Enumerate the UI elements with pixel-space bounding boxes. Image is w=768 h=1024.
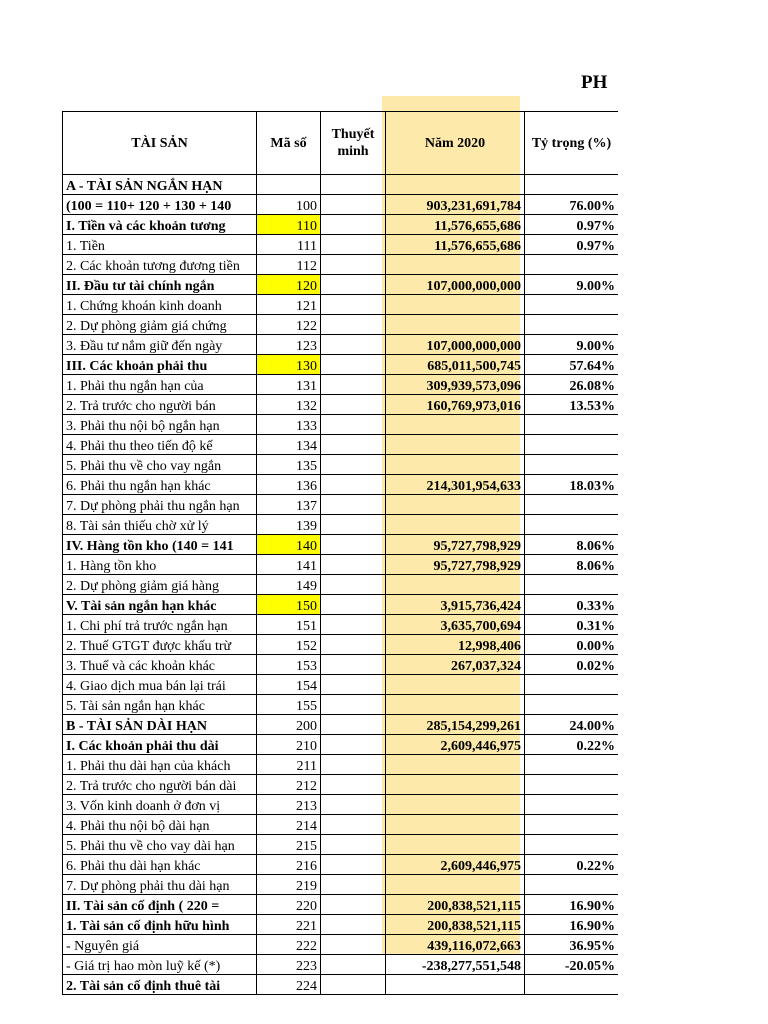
row-share-cell[interactable]: 36.95% — [525, 935, 619, 955]
row-code-cell[interactable]: 121 — [257, 295, 321, 315]
row-code-cell[interactable]: 132 — [257, 395, 321, 415]
balance-sheet-table — [62, 111, 618, 995]
row-code-cell[interactable]: 215 — [257, 835, 321, 855]
row-value-cell[interactable]: 2,609,446,975 — [386, 855, 525, 875]
row-note-cell[interactable] — [321, 475, 386, 495]
row-code-cell[interactable]: 216 — [257, 855, 321, 875]
table-row — [63, 215, 619, 235]
row-share-cell[interactable]: 0.31% — [525, 615, 619, 635]
row-code-cell[interactable]: 137 — [257, 495, 321, 515]
row-share-cell[interactable]: 0.00% — [525, 635, 619, 655]
row-code-cell[interactable]: 112 — [257, 255, 321, 275]
row-code-cell[interactable]: 141 — [257, 555, 321, 575]
row-value-cell[interactable]: -238,277,551,548 — [386, 955, 525, 975]
row-note-cell[interactable] — [321, 375, 386, 395]
row-code-cell[interactable]: 151 — [257, 615, 321, 635]
table-row — [63, 555, 619, 575]
row-value-cell[interactable]: 685,011,500,745 — [386, 355, 525, 375]
table-row — [63, 375, 619, 395]
table-row — [63, 475, 619, 495]
row-value-cell[interactable] — [386, 415, 525, 435]
row-code-cell[interactable]: 139 — [257, 515, 321, 535]
row-share-cell[interactable]: 13.53% — [525, 395, 619, 415]
row-name-cell[interactable]: 2. Thuế GTGT được khấu trừ — [63, 635, 257, 655]
row-name-cell[interactable]: II. Đầu tư tài chính ngắn — [63, 275, 257, 295]
table-row — [63, 515, 619, 535]
row-value-cell[interactable]: 11,576,655,686 — [386, 235, 525, 255]
row-share-cell[interactable] — [525, 795, 619, 815]
row-note-cell[interactable] — [321, 635, 386, 655]
table-row — [63, 675, 619, 695]
header-share[interactable]: Tỷ trọng (%) — [525, 112, 619, 175]
row-name-cell[interactable]: - Giá trị hao mòn luỹ kế (*) — [63, 955, 257, 975]
table-row — [63, 575, 619, 595]
row-code-cell[interactable]: 149 — [257, 575, 321, 595]
row-code-cell[interactable]: 220 — [257, 895, 321, 915]
row-name-cell[interactable]: A - TÀI SẢN NGẮN HẠN — [63, 175, 257, 195]
row-name-cell[interactable]: (100 = 110+ 120 + 130 + 140 — [63, 195, 257, 215]
table-row — [63, 915, 619, 935]
row-code-cell[interactable]: 221 — [257, 915, 321, 935]
row-code-cell[interactable]: 219 — [257, 875, 321, 895]
row-code-cell[interactable]: 133 — [257, 415, 321, 435]
row-note-cell[interactable] — [321, 655, 386, 675]
row-note-cell[interactable] — [321, 335, 386, 355]
row-name-cell[interactable]: 3. Vốn kinh doanh ở đơn vị — [63, 795, 257, 815]
header-year[interactable]: Năm 2020 — [386, 112, 525, 175]
row-code-cell[interactable]: 155 — [257, 695, 321, 715]
row-value-cell[interactable] — [386, 455, 525, 475]
row-note-cell[interactable] — [321, 555, 386, 575]
row-value-cell[interactable] — [386, 435, 525, 455]
row-note-cell[interactable] — [321, 275, 386, 295]
row-note-cell[interactable] — [321, 295, 386, 315]
row-code-cell[interactable]: 223 — [257, 955, 321, 975]
row-share-cell[interactable] — [525, 575, 619, 595]
row-value-cell[interactable]: 3,635,700,694 — [386, 615, 525, 635]
row-share-cell[interactable] — [525, 675, 619, 695]
sheet-title: PH — [581, 72, 608, 93]
row-note-cell[interactable] — [321, 235, 386, 255]
row-code-cell[interactable]: 214 — [257, 815, 321, 835]
row-share-cell[interactable]: 76.00% — [525, 195, 619, 215]
row-code-cell[interactable]: 130 — [257, 355, 321, 375]
row-share-cell[interactable] — [525, 175, 619, 195]
row-value-cell[interactable] — [386, 675, 525, 695]
table-row — [63, 395, 619, 415]
row-code-cell[interactable]: 212 — [257, 775, 321, 795]
row-name-cell[interactable]: 5. Phải thu về cho vay dài hạn — [63, 835, 257, 855]
row-share-cell[interactable]: 0.22% — [525, 735, 619, 755]
row-name-cell[interactable]: 1. Chứng khoán kinh doanh — [63, 295, 257, 315]
table-row — [63, 775, 619, 795]
row-name-cell[interactable]: 2. Các khoản tương đương tiền — [63, 255, 257, 275]
row-value-cell[interactable]: 214,301,954,633 — [386, 475, 525, 495]
row-name-cell[interactable]: I. Các khoản phải thu dài — [63, 735, 257, 755]
row-code-cell[interactable]: 224 — [257, 975, 321, 995]
row-note-cell[interactable] — [321, 215, 386, 235]
table-row — [63, 735, 619, 755]
table-row — [63, 955, 619, 975]
row-value-cell[interactable]: 903,231,691,784 — [386, 195, 525, 215]
row-note-cell[interactable] — [321, 815, 386, 835]
row-code-cell[interactable]: 200 — [257, 715, 321, 735]
row-name-cell[interactable]: V. Tài sản ngắn hạn khác — [63, 595, 257, 615]
table-row — [63, 415, 619, 435]
row-code-cell[interactable]: 152 — [257, 635, 321, 655]
header-note[interactable]: Thuyết minh — [321, 112, 386, 175]
row-share-cell[interactable]: 24.00% — [525, 715, 619, 735]
row-name-cell[interactable]: 4. Phải thu nội bộ dài hạn — [63, 815, 257, 835]
row-name-cell[interactable]: 3. Thuế và các khoản khác — [63, 655, 257, 675]
table-row — [63, 175, 619, 195]
row-note-cell[interactable] — [321, 455, 386, 475]
row-value-cell[interactable] — [386, 575, 525, 595]
table-row — [63, 535, 619, 555]
row-share-cell[interactable] — [525, 515, 619, 535]
table-row — [63, 655, 619, 675]
table-row — [63, 335, 619, 355]
row-value-cell[interactable] — [386, 315, 525, 335]
row-code-cell[interactable]: 136 — [257, 475, 321, 495]
row-name-cell[interactable]: 6. Phải thu dài hạn khác — [63, 855, 257, 875]
table-row — [63, 695, 619, 715]
row-note-cell[interactable] — [321, 175, 386, 195]
table-row — [63, 355, 619, 375]
row-share-cell[interactable]: 0.97% — [525, 215, 619, 235]
row-value-cell[interactable]: 200,838,521,115 — [386, 895, 525, 915]
row-name-cell[interactable]: I. Tiền và các khoản tương — [63, 215, 257, 235]
row-note-cell[interactable] — [321, 675, 386, 695]
row-share-cell[interactable]: 26.08% — [525, 375, 619, 395]
row-name-cell[interactable]: 7. Dự phòng phải thu ngắn hạn — [63, 495, 257, 515]
row-note-cell[interactable] — [321, 415, 386, 435]
row-note-cell[interactable] — [321, 615, 386, 635]
table-row — [63, 895, 619, 915]
row-code-cell[interactable]: 134 — [257, 435, 321, 455]
row-value-cell[interactable] — [386, 695, 525, 715]
table-row — [63, 975, 619, 995]
row-note-cell[interactable] — [321, 915, 386, 935]
row-value-cell[interactable] — [386, 875, 525, 895]
row-note-cell[interactable] — [321, 975, 386, 995]
row-value-cell[interactable] — [386, 515, 525, 535]
row-name-cell[interactable]: 4. Phải thu theo tiến độ kế — [63, 435, 257, 455]
row-value-cell[interactable]: 12,998,406 — [386, 635, 525, 655]
row-value-cell[interactable] — [386, 495, 525, 515]
table-row — [63, 835, 619, 855]
row-share-cell[interactable]: 9.00% — [525, 275, 619, 295]
row-name-cell[interactable]: IV. Hàng tồn kho (140 = 141 — [63, 535, 257, 555]
row-note-cell[interactable] — [321, 875, 386, 895]
row-note-cell[interactable] — [321, 355, 386, 375]
row-name-cell[interactable]: 2. Dự phòng giảm giá chứng — [63, 315, 257, 335]
row-note-cell[interactable] — [321, 735, 386, 755]
table-row — [63, 935, 619, 955]
row-code-cell[interactable]: 100 — [257, 195, 321, 215]
row-share-cell[interactable] — [525, 975, 619, 995]
row-value-cell[interactable]: 267,037,324 — [386, 655, 525, 675]
row-name-cell[interactable]: 8. Tài sản thiếu chờ xử lý — [63, 515, 257, 535]
row-share-cell[interactable] — [525, 775, 619, 795]
row-value-cell[interactable]: 95,727,798,929 — [386, 535, 525, 555]
row-value-cell[interactable] — [386, 815, 525, 835]
row-code-cell[interactable]: 111 — [257, 235, 321, 255]
row-name-cell[interactable]: 2. Dự phòng giảm giá hàng — [63, 575, 257, 595]
row-name-cell[interactable]: 5. Phải thu về cho vay ngắn — [63, 455, 257, 475]
row-name-cell[interactable]: 1. Hàng tồn kho — [63, 555, 257, 575]
row-share-cell[interactable]: 9.00% — [525, 335, 619, 355]
row-value-cell[interactable]: 2,609,446,975 — [386, 735, 525, 755]
row-value-cell[interactable]: 160,769,973,016 — [386, 395, 525, 415]
row-name-cell[interactable]: III. Các khoản phải thu — [63, 355, 257, 375]
table-row — [63, 495, 619, 515]
row-share-cell[interactable] — [525, 415, 619, 435]
header-row — [63, 112, 619, 175]
row-note-cell[interactable] — [321, 755, 386, 775]
row-name-cell[interactable]: 4. Giao dịch mua bán lại trái — [63, 675, 257, 695]
row-note-cell[interactable] — [321, 695, 386, 715]
row-name-cell[interactable]: 2. Tài sản cố định thuê tài — [63, 975, 257, 995]
row-note-cell[interactable] — [321, 775, 386, 795]
header-asset[interactable]: TÀI SẢN — [63, 112, 257, 175]
table-row — [63, 635, 619, 655]
row-value-cell[interactable]: 439,116,072,663 — [386, 935, 525, 955]
row-note-cell[interactable] — [321, 895, 386, 915]
row-name-cell[interactable]: 3. Đầu tư nắm giữ đến ngày — [63, 335, 257, 355]
row-code-cell[interactable]: 154 — [257, 675, 321, 695]
row-share-cell[interactable] — [525, 875, 619, 895]
row-code-cell[interactable] — [257, 175, 321, 195]
table-row — [63, 295, 619, 315]
row-value-cell[interactable]: 285,154,299,261 — [386, 715, 525, 735]
row-code-cell[interactable]: 135 — [257, 455, 321, 475]
row-code-cell[interactable]: 210 — [257, 735, 321, 755]
row-note-cell[interactable] — [321, 955, 386, 975]
row-name-cell[interactable]: II. Tài sản cố định ( 220 = — [63, 895, 257, 915]
row-value-cell[interactable] — [386, 775, 525, 795]
row-share-cell[interactable] — [525, 295, 619, 315]
row-value-cell[interactable]: 3,915,736,424 — [386, 595, 525, 615]
row-note-cell[interactable] — [321, 515, 386, 535]
table-row — [63, 755, 619, 775]
row-note-cell[interactable] — [321, 195, 386, 215]
row-share-cell[interactable]: 18.03% — [525, 475, 619, 495]
row-value-cell[interactable] — [386, 795, 525, 815]
row-share-cell[interactable]: 0.33% — [525, 595, 619, 615]
row-name-cell[interactable]: - Nguyên giá — [63, 935, 257, 955]
row-value-cell[interactable]: 107,000,000,000 — [386, 275, 525, 295]
row-share-cell[interactable] — [525, 835, 619, 855]
row-value-cell[interactable] — [386, 755, 525, 775]
table-row — [63, 195, 619, 215]
row-name-cell[interactable]: 2. Trả trước cho người bán dài — [63, 775, 257, 795]
row-share-cell[interactable]: 0.02% — [525, 655, 619, 675]
row-value-cell[interactable] — [386, 295, 525, 315]
row-note-cell[interactable] — [321, 435, 386, 455]
row-code-cell[interactable]: 140 — [257, 535, 321, 555]
row-value-cell[interactable]: 200,838,521,115 — [386, 915, 525, 935]
row-note-cell[interactable] — [321, 595, 386, 615]
row-code-cell[interactable]: 131 — [257, 375, 321, 395]
table-row — [63, 315, 619, 335]
row-note-cell[interactable] — [321, 795, 386, 815]
row-note-cell[interactable] — [321, 495, 386, 515]
row-note-cell[interactable] — [321, 835, 386, 855]
row-code-cell[interactable]: 110 — [257, 215, 321, 235]
row-name-cell[interactable]: 6. Phải thu ngắn hạn khác — [63, 475, 257, 495]
row-share-cell[interactable] — [525, 695, 619, 715]
row-code-cell[interactable]: 123 — [257, 335, 321, 355]
table-row — [63, 275, 619, 295]
row-name-cell[interactable]: 1. Phải thu ngắn hạn của — [63, 375, 257, 395]
row-value-cell[interactable]: 107,000,000,000 — [386, 335, 525, 355]
row-share-cell[interactable]: 8.06% — [525, 555, 619, 575]
row-share-cell[interactable]: 8.06% — [525, 535, 619, 555]
row-share-cell[interactable]: 16.90% — [525, 915, 619, 935]
row-share-cell[interactable]: 57.64% — [525, 355, 619, 375]
row-code-cell[interactable]: 122 — [257, 315, 321, 335]
table-row — [63, 435, 619, 455]
row-code-cell[interactable]: 153 — [257, 655, 321, 675]
row-value-cell[interactable]: 309,939,573,096 — [386, 375, 525, 395]
row-name-cell[interactable]: 1. Tài sản cố định hữu hình — [63, 915, 257, 935]
row-share-cell[interactable] — [525, 255, 619, 275]
row-share-cell[interactable] — [525, 755, 619, 775]
row-code-cell[interactable]: 222 — [257, 935, 321, 955]
row-name-cell[interactable]: 2. Trả trước cho người bán — [63, 395, 257, 415]
row-note-cell[interactable] — [321, 395, 386, 415]
row-note-cell[interactable] — [321, 535, 386, 555]
table-row — [63, 715, 619, 735]
row-value-cell[interactable]: 11,576,655,686 — [386, 215, 525, 235]
row-name-cell[interactable]: 1. Tiền — [63, 235, 257, 255]
row-share-cell[interactable] — [525, 315, 619, 335]
row-share-cell[interactable]: 0.22% — [525, 855, 619, 875]
row-note-cell[interactable] — [321, 715, 386, 735]
row-value-cell[interactable] — [386, 255, 525, 275]
table-row — [63, 795, 619, 815]
row-note-cell[interactable] — [321, 255, 386, 275]
row-note-cell[interactable] — [321, 935, 386, 955]
row-value-cell[interactable]: 95,727,798,929 — [386, 555, 525, 575]
table-row — [63, 875, 619, 895]
row-value-cell[interactable] — [386, 975, 525, 995]
table-row — [63, 255, 619, 275]
table-row — [63, 455, 619, 475]
row-code-cell[interactable]: 150 — [257, 595, 321, 615]
row-value-cell[interactable] — [386, 835, 525, 855]
row-share-cell[interactable] — [525, 435, 619, 455]
row-note-cell[interactable] — [321, 575, 386, 595]
row-share-cell[interactable]: 16.90% — [525, 895, 619, 915]
row-name-cell[interactable]: 5. Tài sản ngắn hạn khác — [63, 695, 257, 715]
row-code-cell[interactable]: 211 — [257, 755, 321, 775]
row-code-cell[interactable]: 120 — [257, 275, 321, 295]
table-row — [63, 595, 619, 615]
table-row — [63, 615, 619, 635]
row-name-cell[interactable]: 1. Phải thu dài hạn của khách — [63, 755, 257, 775]
table-row — [63, 855, 619, 875]
table-row — [63, 815, 619, 835]
table-row — [63, 235, 619, 255]
row-note-cell[interactable] — [321, 315, 386, 335]
row-share-cell[interactable]: 0.97% — [525, 235, 619, 255]
row-name-cell[interactable]: 1. Chi phí trả trước ngắn hạn — [63, 615, 257, 635]
row-name-cell[interactable]: 7. Dự phòng phải thu dài hạn — [63, 875, 257, 895]
row-value-cell[interactable] — [386, 175, 525, 195]
row-name-cell[interactable]: 3. Phải thu nội bộ ngắn hạn — [63, 415, 257, 435]
row-share-cell[interactable] — [525, 815, 619, 835]
row-note-cell[interactable] — [321, 855, 386, 875]
header-code[interactable]: Mã số — [257, 112, 321, 175]
row-share-cell[interactable]: -20.05% — [525, 955, 619, 975]
row-code-cell[interactable]: 213 — [257, 795, 321, 815]
row-share-cell[interactable] — [525, 455, 619, 475]
row-share-cell[interactable] — [525, 495, 619, 515]
row-name-cell[interactable]: B - TÀI SẢN DÀI HẠN — [63, 715, 257, 735]
